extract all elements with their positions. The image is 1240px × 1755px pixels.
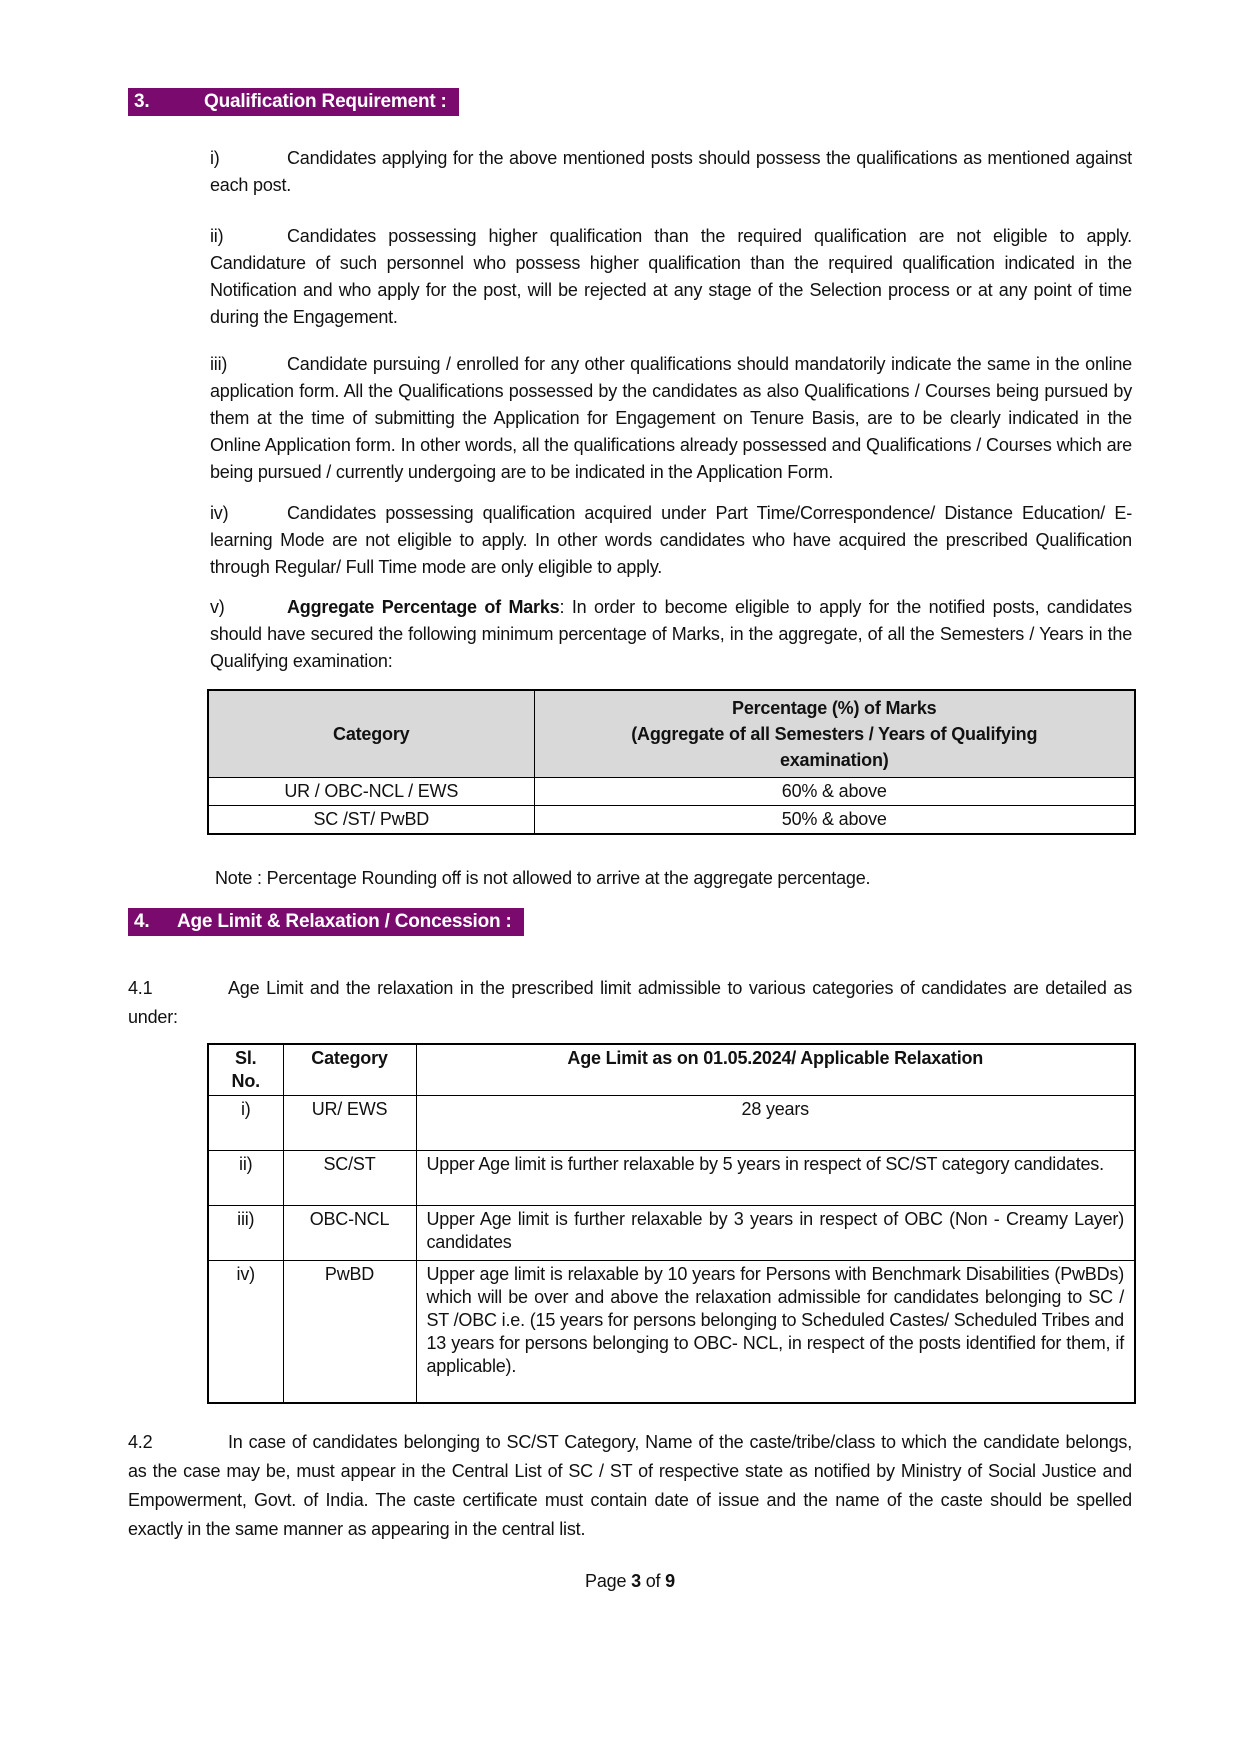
age-table-header-row bbox=[208, 1044, 1135, 1096]
age-limit-table bbox=[207, 1043, 1136, 1404]
paragraph-4-2 bbox=[128, 1428, 1132, 1544]
age-row-scst-category: SC/ST bbox=[283, 1151, 416, 1206]
marks-row-sc-percentage: 50% & above bbox=[534, 806, 1135, 835]
age-table-header-sl bbox=[208, 1044, 283, 1096]
age-header-sl-line1: Sl. bbox=[235, 1048, 257, 1068]
item-iv-label: iv) bbox=[210, 503, 229, 523]
item-iii-label: iii) bbox=[210, 354, 228, 374]
section-3-number: 3. bbox=[134, 91, 150, 112]
marks-table-header-percentage bbox=[534, 690, 1135, 778]
item-i-text: Candidates applying for the above mentioned posts should possess the qualifications as mentioned against each post. bbox=[210, 148, 1132, 195]
age-row-scst-text: Upper Age limit is further relaxable by 5 years in respect of SC/ST category candidates. bbox=[416, 1151, 1135, 1206]
item-v-lead-bold: Aggregate Percentage of Marks bbox=[287, 597, 560, 617]
age-table-row-ur bbox=[208, 1096, 1135, 1151]
marks-table-row-sc bbox=[208, 806, 1135, 835]
marks-header-line3: examination) bbox=[779, 750, 889, 770]
paragraph-item-iii bbox=[210, 351, 1132, 486]
age-row-pwbd-category: PwBD bbox=[283, 1261, 416, 1403]
age-row-ur-sl: i) bbox=[208, 1096, 283, 1151]
age-table-header-limit: Age Limit as on 01.05.2024/ Applicable Relaxation bbox=[416, 1044, 1135, 1096]
age-table-row-pwbd bbox=[208, 1261, 1135, 1403]
item-ii-text: Candidates possessing higher qualification than the required qualification are not eligible to apply. Candidature of such personnel who possess higher qualification than the required qualification indicated in the Notification and who apply for the post, will be rejected at any stage of the Selection process or at any point of time during the Engagement. bbox=[210, 226, 1132, 327]
item-v-label: v) bbox=[210, 597, 225, 617]
item-i-label: i) bbox=[210, 148, 220, 168]
age-row-obc-category: OBC-NCL bbox=[283, 1206, 416, 1261]
age-row-obc-sl: iii) bbox=[208, 1206, 283, 1261]
section-3-title: Qualification Requirement : bbox=[204, 91, 447, 112]
marks-row-ur-category: UR / OBC-NCL / EWS bbox=[208, 778, 534, 806]
section-4-heading-row bbox=[128, 908, 1132, 936]
age-row-ur-category: UR/ EWS bbox=[283, 1096, 416, 1151]
para-4-2-text: In case of candidates belonging to SC/ST Category, Name of the caste/tribe/class to which the candidate belongs, as the case may be, must appear in the Central List of SC / ST of respective state as notified by Ministry of Social Justice and Empowerment, Govt. of India. The caste certificate must contain date of issue and the name of the caste should be spelled exactly in the same manner as appearing in the central list. bbox=[128, 1431, 1132, 1539]
section-3-heading bbox=[128, 88, 459, 116]
paragraph-4-1 bbox=[128, 974, 1132, 1032]
para-4-2-label: 4.2 bbox=[128, 1431, 153, 1452]
paragraph-item-i bbox=[210, 145, 1132, 199]
age-table-row-obc bbox=[208, 1206, 1135, 1261]
marks-header-line2: (Aggregate of all Semesters / Years of Qualifying bbox=[631, 724, 1038, 744]
item-v-text: : In order to become eligible to apply for the notified posts, candidates should have secured the following minimum percentage of Marks, in the aggregate, of all the Semesters / Years in the Qualifying examination: bbox=[210, 597, 1132, 671]
age-table-row-scst bbox=[208, 1151, 1135, 1206]
footer-of: of bbox=[640, 1570, 666, 1591]
age-row-pwbd-sl: iv) bbox=[208, 1261, 283, 1403]
para-4-1-label: 4.1 bbox=[128, 978, 153, 998]
section-4-title: Age Limit & Relaxation / Concession : bbox=[177, 911, 512, 932]
age-row-obc-text: Upper Age limit is further relaxable by 3 years in respect of OBC (Non - Creamy Layer) candidates bbox=[416, 1206, 1135, 1261]
footer-prefix: Page bbox=[585, 1570, 632, 1591]
item-iii-text: Candidate pursuing / enrolled for any other qualifications should mandatorily indicate the same in the online application form. All the Qualifications possessed by the candidates as also Qualifications / Courses being pursued by them at the time of submitting the Application for Engagement on Tenure Basis, are to be clearly indicated in the Online Application form. In other words, all the qualifications already possessed and Qualifications / Courses which are being pursued / currently undergoing are to be indicated in the Application Form. bbox=[210, 354, 1132, 482]
section-3-heading-row bbox=[128, 88, 1132, 116]
page-footer bbox=[128, 1568, 1132, 1595]
item-iv-text: Candidates possessing qualification acquired under Part Time/Correspondence/ Distance Education/ E-learning Mode are not eligible to apply. In other words candidates who have acquired the prescribed Qualification through Regular/ Full Time mode are only eligible to apply. bbox=[210, 503, 1132, 577]
marks-header-line1: Percentage (%) of Marks bbox=[732, 698, 937, 718]
section-4-heading bbox=[128, 908, 524, 936]
age-row-pwbd-text: Upper age limit is relaxable by 10 years for Persons with Benchmark Disabilities (PwBDs) which will be over and above the relaxation admissible for candidates belonging to SC / ST /OBC i.e. (15 years for persons belonging to Scheduled Castes/ Scheduled Tribes and 13 years for persons belonging to OBC- NCL, in respect of the posts identified for them, if applicable). bbox=[416, 1261, 1135, 1403]
marks-table-header-category: Category bbox=[208, 690, 534, 778]
paragraph-item-ii bbox=[210, 223, 1132, 331]
marks-percentage-table bbox=[207, 689, 1136, 835]
paragraph-item-iv bbox=[210, 500, 1132, 581]
marks-table-row-ur bbox=[208, 778, 1135, 806]
age-table-header-category: Category bbox=[283, 1044, 416, 1096]
footer-total-pages: 9 bbox=[665, 1570, 675, 1591]
footer-page-number: 3 bbox=[631, 1570, 641, 1591]
age-header-sl-line2: No. bbox=[231, 1071, 260, 1091]
paragraph-item-v bbox=[210, 594, 1132, 675]
para-4-1-text: Age Limit and the relaxation in the prescribed limit admissible to various categories of candidates are detailed as under: bbox=[128, 978, 1132, 1027]
note-text: Note : Percentage Rounding off is not allowed to arrive at the aggregate percentage. bbox=[215, 868, 871, 888]
age-row-ur-text: 28 years bbox=[416, 1096, 1135, 1151]
marks-row-ur-percentage: 60% & above bbox=[534, 778, 1135, 806]
marks-row-sc-category: SC /ST/ PwBD bbox=[208, 806, 534, 835]
section-4-number: 4. bbox=[134, 911, 150, 932]
marks-table-header-row bbox=[208, 690, 1135, 778]
item-ii-label: ii) bbox=[210, 226, 224, 246]
age-row-scst-sl: ii) bbox=[208, 1151, 283, 1206]
